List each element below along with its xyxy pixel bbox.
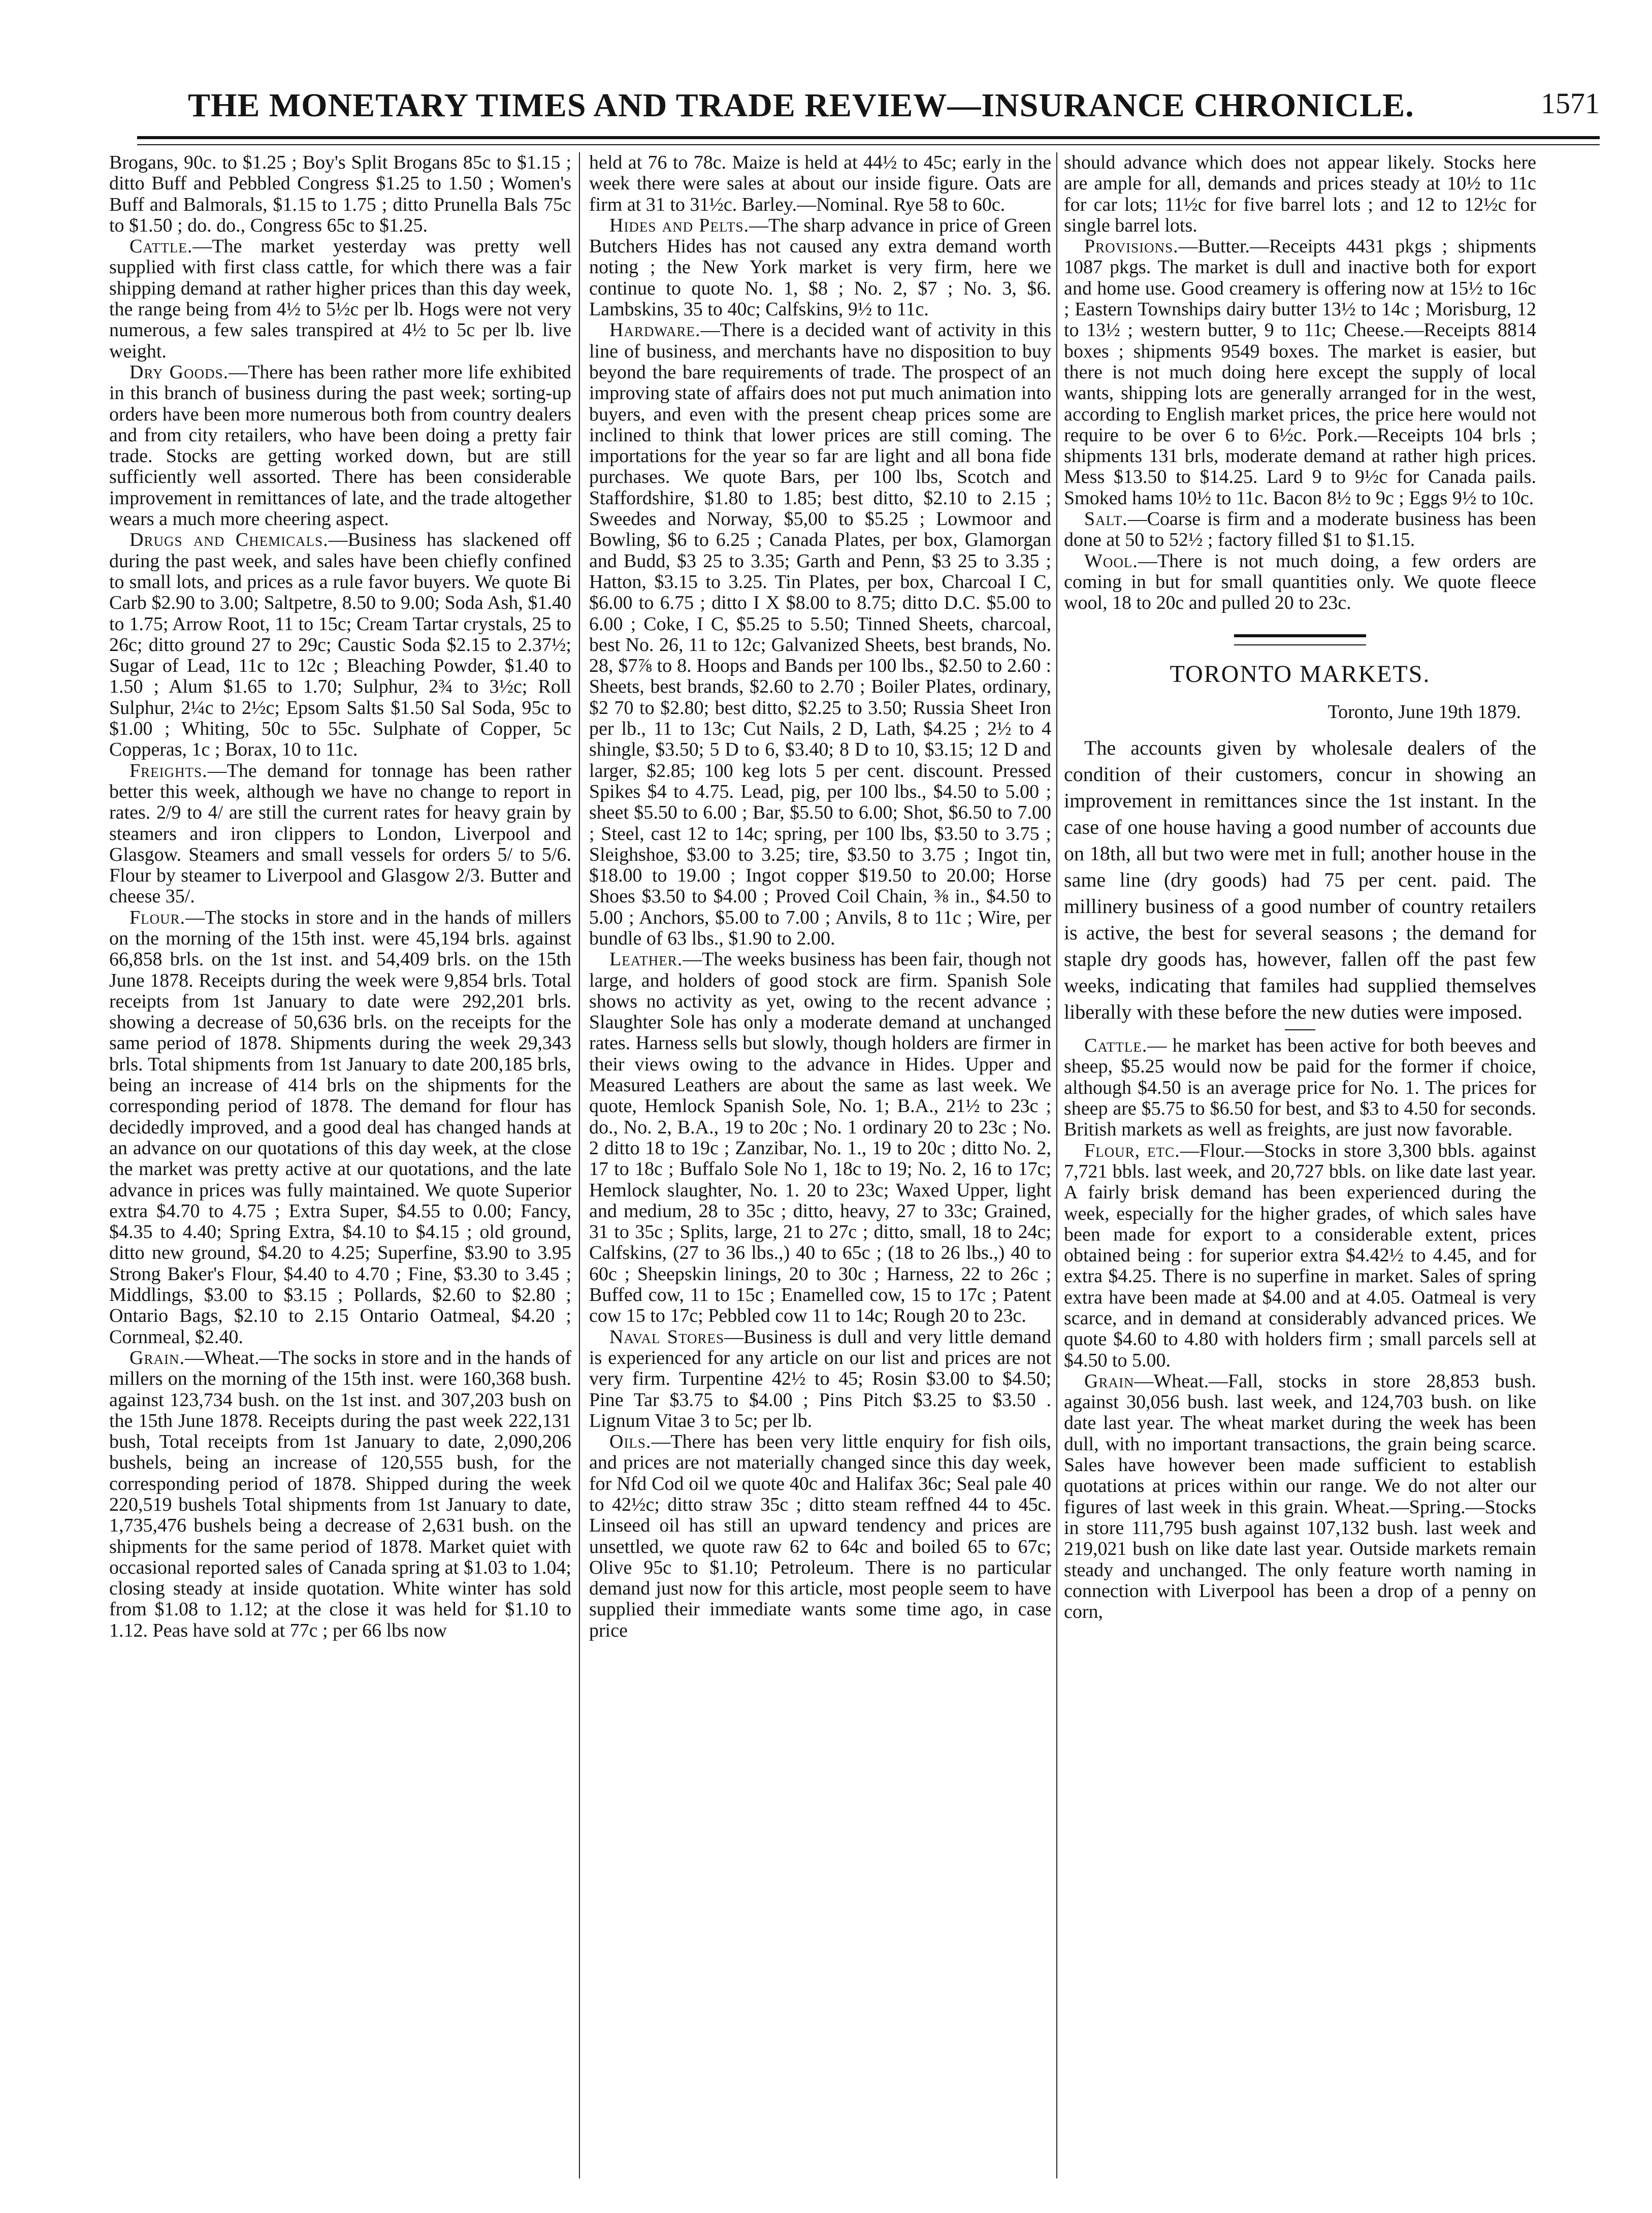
paragraph-freights xyxy=(109,761,571,907)
section-heading: Grain. xyxy=(129,1347,185,1369)
paragraph-text: —Business is dull and very little demand is experienced for any article on our list and prices are not very firm. Turpentine 42½ to 45; Rosin $3.00 to $4.50; Pine Tar $3.75 to $4.00 ; Pins Pitch $3.25 to $3.50 . Lignum Vitae 3 to 5c; per lb. xyxy=(589,1326,1051,1431)
paragraph-text: —Wheat.—The socks in store and in the hands of millers on the morning of the 15th inst. were 160,368 bush. against 123,734 bush. on the 1st inst. and 307,203 bush on the 15th June 1878. Receipts during the past week 222,131 bush, Total receipts from 1st January to date, 2,090,206 bushels, being an increase of 120,555 bush, for the corresponding period of 1878. Shipped during the week 220,519 bushels Total shipments from 1st January to date, 1,735,476 bushels being a decrease of 2,631 bush. on the shipments for the same period of 1878. Market quiet with occasional reported sales of Canada spring at $1.03 to 1.04; closing steady at inside quotation. White winter has sold from $1.08 to 1.12; at the close it was held for $1.10 to 1.12. Peas have sold at 77c ; per 66 lbs now xyxy=(109,1347,571,1641)
paragraph-dry-goods xyxy=(109,362,571,530)
section-divider-rule xyxy=(1234,634,1366,645)
paragraph-text: —There has been rather more life exhibited in this branch of business during the past week; sorting-up orders have been more numerous both from country dealers and from city retailers, who have been doing a pretty fair trade. Stocks are getting worked down, but are still sufficiently well assorted. There has been considerable improvement in remittances of late, and the trade altogether wears a much more cheering aspect. xyxy=(109,361,571,530)
paragraph-drugs xyxy=(109,530,571,760)
section-heading: Provisions. xyxy=(1084,236,1179,257)
paragraph-toronto-intro: The accounts given by wholesale dealers of the condition of their customers, concur in showing an improvement in remittances since the 1st instant. In the case of one house having a good number of accounts due on 18th, all but two were met in full; another house in the same line (dry goods) had 75 per cent. paid. The millinery business of a good number of country retailers is active, the best for several seasons ; the demand for staple dry goods has, however, fallen off the past few weeks, indicating that familes had supplied themselves liberally with these before the new duties were imposed. xyxy=(1064,736,1536,1024)
section-heading: Salt. xyxy=(1084,508,1128,530)
column-divider xyxy=(1056,152,1057,2178)
paragraph-boots: Brogans, 90c. to $1.25 ; Boy's Split Brogans 85c to $1.15 ; ditto Buff and Pebbled Congress $1.25 to 1.50 ; Women's Buff and Balmorals, $1.15 to 1.75 ; ditto Prunella Bals 75c to $1.50 ; do. do., Congress 65c to $1.25. xyxy=(109,152,571,236)
paragraph-text: —Coarse is firm and a moderate business has been done at 50 to 52½ ; factory filled $1 to $1.15. xyxy=(1064,508,1536,551)
paragraph-grain-cont: held at 76 to 78c. Maize is held at 44½ to 45c; early in the week there were sales at about our inside figure. Oats are firm at 31 to 31½c. Barley.—Nominal. Rye 58 to 60c. xyxy=(589,152,1051,215)
section-heading: Hides and Pelts. xyxy=(609,214,749,236)
section-heading: Cattle. xyxy=(129,236,193,257)
paragraph-leather xyxy=(589,949,1051,1326)
paragraph-hides xyxy=(589,215,1051,320)
paragraph-text: —The sharp advance in price of Green Butchers Hides has not caused any extra demand worth noting ; the New York market is very firm, here we continue to quote No. 1, $8 ; No. 2, $7 ; No. 3, $6. Lambskins, 35 to 40c; Calfskins, 9½ to 11c. xyxy=(589,214,1051,320)
paragraph-text: —Wheat.—Fall, stocks in store 28,853 bush. against 30,056 bush. last week, and 124,703 bush. on like date last year. The wheat market during the week has been dull, with no important transactions, the grain being scarce. Sales have however been made sufficient to establish quotations at prices within our range. We do not alter our figures of last week in this grain. Wheat.—Spring.—Stocks in store 111,795 bush against 107,132 bush. last week and 219,021 bush on like date last year. Outside markets remain steady and unchanged. The only feature worth naming in connection with Liverpool has been a drop of a penny on corn, xyxy=(1064,1370,1536,1623)
column-left xyxy=(109,152,571,2178)
paragraph-toronto-flour xyxy=(1064,1141,1536,1371)
paragraph-text: — he market has been active for both beeves and sheep, $5.25 would now be paid for the former if choice, although $4.50 is an average price for No. 1. The prices for sheep are $5.75 to $6.50 for best, and $3 to 4.50 for seconds. British markets as well as freights, are just now favorable. xyxy=(1064,1035,1536,1141)
paragraph-text: —Business has slackened off during the past week, and sales have been chiefly confined to small lots, and prices as a rule favor buyers. We quote Bi Carb $2.90 to 3.00; Saltpetre, 8.50 to 9.00; Soda Ash, $1.40 to 1.75; Arrow Root, 11 to 15c; Cream Tartar crystals, 25 to 26c; ditto ground 27 to 29c; Caustic Soda $2.15 to 2.37½; Sugar of Lead, 11c to 12c ; Bleaching Powder, $1.40 to 1.50 ; Alum $1.65 to 1.70; Sulphur, 2¾ to 3½c; Roll Sulphur, 2¼c to 2½c; Epsom Salts $1.50 Sal Soda, 95c to $1.00 ; Whiting, 50c to 55c. Sulphate of Copper, 5c Copperas, 1c ; Borax, 10 to 11c. xyxy=(109,529,571,761)
paragraph-toronto-grain xyxy=(1064,1371,1536,1623)
paragraph-text: —There has been very little enquiry for fish oils, and prices are not materially changed since this day week, for Nfd Cod oil we quote 40c and Halifax 36c; Seal pale 40 to 42½c; ditto straw 35c ; ditto steam reffned 44 to 45c. Linseed oil has still an upward tendency and prices are unsettled, we quote raw 62 to 64c and boiled 65 to 67c; Olive 95c to $1.10; Petroleum. There is no particular demand just now for this article, most people seem to have supplied their immediate wants some time ago, in case price xyxy=(589,1431,1051,1641)
paragraph-text: —Flour.—Stocks in store 3,300 bbls. against 7,721 bbls. last week, and 20,727 bbls. on like date last year. A fairly brisk demand has been experienced during the week, especially for the higher grades, of which sales have been made for export to a considerable extent, prices obtained being : for superior extra $4.42½ to 4.45, and for extra $4.25. There is no superfine in market. Sales of spring extra have been made at $4.00 and at 4.05. Oatmeal is very scarce, and in demand at considerably advanced prices. We quote $4.60 to 4.80 with holders firm ; small parcels sell at $4.50 to 5.00. xyxy=(1064,1140,1536,1371)
column-divider xyxy=(579,152,580,2178)
paragraph-flour xyxy=(109,907,571,1348)
section-heading: Freights. xyxy=(129,760,208,782)
page-title: THE MONETARY TIMES AND TRADE REVIEW—INSURANCE CHRONICLE. xyxy=(188,87,1414,124)
section-heading: Dry Goods. xyxy=(129,361,229,383)
paragraph-oils xyxy=(589,1431,1051,1641)
paragraph-text: —The market yesterday was pretty well supplied with first class cattle, for which there was a fair shipping demand at rather higher prices than this day week, the range being from 4½ to 5½c per lb. Hogs were not very numerous, a few sales transpired at 4½ to 5c per lb. live weight. xyxy=(109,236,571,362)
section-heading: Drugs and Chemicals. xyxy=(129,529,329,551)
paragraph-text: —There is a decided want of activity in this line of business, and merchants have no disposition to buy beyond the bare requirements of trade. The prospect of an improving state of affairs does not put much animation into buyers, and even with the present cheap prices some are inclined to think that lower prices are still coming. The importations for the year so far are light and all bona fide purchases. We quote Bars, per 100 lbs, Scotch and Staffordshire, $1.80 to 1.85; best ditto, $2.10 to 2.15 ; Sweedes and Norway, $5,00 to $5.25 ; Lowmoor and Bowling, $6 to 6.25 ; Canada Plates, per box, Glamorgan and Budd, $3 25 to 3.35; Garth and Penn, $3 25 to 3.35 ; Hatton, $3.15 to 3.25. Tin Plates, per box, Charcoal I C, $6.00 to 6.75 ; ditto I X $8.00 to 8.75; ditto D.C. $5.00 to 6.00 ; Coke, I C, $5.25 to 5.50; Tinned Sheets, charcoal, best No. 26, 11 to 12c; Galvanized Sheets, best brands, No. 28, $7⅞ to 8. Hoops and Bands per 100 lbs., $2.50 to 2.60 : Sheets, best brands, $2.60 to 2.70 ; Boiler Plates, ordinary, $2 70 to $2.80; best ditto, $2.25 to 3.50; Russia Sheet Iron per lb., 11 to 13c; Cut Nails, 2 D, Lath, $4.25 ; 2½ to 4 shingle, $3.50; 5 D to 6, $3.40; 8 D to 10, $3.15; 12 D and larger, $2.85; 100 keg lots 5 per cent. discount. Pressed Spikes $4 to 4.75. Lead, pig, per 100 lbs., $4.50 to 5.00 ; sheet $5.50 to 6.00 ; Bar, $5.50 to 6.00; Shot, $6.50 to 7.00 ; Steel, cast 12 to 14c; spring, per 100 lbs, $3.50 to 3.75 ; Sleighshoe, $3.00 to 3.25; tire, $3.50 to 3.75 ; Ingot tin, $18.00 to 19.00 ; Ingot copper $19.50 to 20.00; Horse Shoes $3.50 to $4.00 ; Proved Coil Chain, ⅜ in., $4.50 to 5.00 ; Anchors, $5.00 to 7.00 ; Anvils, 8 to 11c ; Wire, per bundle of 63 lbs., $1.90 to 2.00. xyxy=(589,319,1051,949)
paragraph-grain xyxy=(109,1348,571,1641)
short-divider-rule xyxy=(1285,1029,1315,1030)
header-rule-thick xyxy=(137,136,1600,139)
paragraph-provisions xyxy=(1064,236,1536,509)
section-heading: Oils. xyxy=(609,1431,652,1453)
toronto-dateline: Toronto, June 19th 1879. xyxy=(1327,701,1521,723)
paragraph-wool xyxy=(1064,551,1536,614)
paragraph-text: —There is not much doing, a few orders are coming in but for small quantities only. We quote fleece wool, 18 to 20c and pulled 20 to 23c. xyxy=(1064,550,1536,614)
paragraph-oils-cont: should advance which does not appear likely. Stocks here are ample for all, demands and prices steady at 10½ to 11c for car lots; 11½c for five barrel lots ; and 12 to 12½c for single barrel lots. xyxy=(1064,152,1536,236)
section-heading: Flour. xyxy=(129,906,186,928)
paragraph-naval-stores xyxy=(589,1327,1051,1431)
header-rule-thin xyxy=(137,144,1600,145)
section-heading: Grain xyxy=(1084,1370,1135,1392)
paragraph-text: —Butter.—Receipts 4431 pkgs ; shipments 1087 pkgs. The market is dull and inactive both for export and home use. Good creamery is offering now at 15½ to 16c ; Eastern Townships dairy butter 13½ to 14c ; Morisburg, 12 to 13½ ; western butter, 9 to 11c; Cheese.—Receipts 8814 boxes ; shipments 9549 boxes. The market is easier, but there is not much doing here except the supply of local wants, shipping lots are generally arranged for in the west, according to English market prices, the price here would not require to be over 6 to 6½c. Pork.—Receipts 104 brls ; shipments 131 brls, moderate demand at rather high prices. Mess $13.50 to $14.25. Lard 9 to 9½c for Canada pails. Smoked hams 10½ to 11c. Bacon 8½ to 9c ; Eggs 9½ to 10c. xyxy=(1064,236,1536,509)
paragraph-cattle xyxy=(109,236,571,362)
section-heading: Wool. xyxy=(1084,550,1138,572)
paragraph-toronto-cattle xyxy=(1064,1035,1536,1140)
column-right xyxy=(1064,152,1536,2178)
paragraph-text: —The demand for tonnage has been rather better this week, although we have no change to report in rates. 2/9 to 4/ are still the current rates for heavy grain by steamers and iron clippers to London, Liverpool and Glasgow. Steamers and small vessels for orders 5/ to 5/6. Flour by steamer to Liverpool and Glasgow 2/3. Butter and cheese 35/. xyxy=(109,760,571,907)
paragraph-salt xyxy=(1064,509,1536,551)
paragraph-text: —The weeks business has been fair, though not large, and holders of good stock are firm. Spanish Sole shows no activity as yet, owing to the recent advance ; Slaughter Sole has only a moderate demand at unchanged rates. Harness sells but slowly, though holders are firmer in their views owing to the advance in Hides. Upper and Measured Leathers are about the same as last week. We quote, Hemlock Spanish Sole, No. 1; B.A., 21½ to 23c ; do., No. 2, B.A., 19 to 20c ; No. 1 ordinary 20 to 23c ; No. 2 ditto 18 to 19c ; Zanzibar, No. 1., 19 to 20c ; ditto No. 2, 17 to 18c ; Buffalo Sole No 1, 18c to 19; No. 2, 16 to 17c; Hemlock slaughter, No. 1. 20 to 23c; Waxed Upper, light and medium, 28 to 35c ; ditto, heavy, 27 to 33c; Grained, 31 to 35c ; Splits, large, 21 to 27c ; ditto, small, 18 to 24c; Calfskins, (27 to 36 lbs.,) 40 to 65c ; (18 to 26 lbs.,) 40 to 60c ; Sheepskin linings, 20 to 30c ; Harness, 22 to 26c ; Buffed cow, 11 to 15c ; Enamelled cow, 15 to 17c ; Patent cow 15 to 17c; Pebbled cow 11 to 14c; Rough 20 to 23c. xyxy=(589,949,1051,1327)
section-heading: Naval Stores xyxy=(609,1326,724,1348)
section-heading: Flour, etc. xyxy=(1084,1140,1180,1161)
paragraph-text: —The stocks in store and in the hands of millers on the morning of the 15th inst. were 45,194 brls. against 66,858 brls. on the 1st inst. and 54,409 brls. on the 15th June 1878. Receipts during the week were 9,854 brls. Total receipts from 1st January to date were 292,201 brls. showing a decrease of 50,636 brls. on the receipts for the same period of 1878. Shipments during the week 29,343 brls. Total shipments from 1st January to date 200,185 brls, being an increase of 414 brls on the shipments for the corresponding period of 1878. The demand for flour has decidedly improved, and a good deal has changed hands at an advance on our quotations of this day week, at the close the market was pretty active at our quotations, and the late advance in prices was fully maintained. We quote Superior extra $4.70 to 4.75 ; Extra Super, $4.55 to 0.00; Fancy, $4.35 to 4.40; Spring Extra, $4.10 to $4.15 ; old ground, ditto new ground, $4.20 to 4.25; Superfine, $3.90 to 3.95 Strong Baker's Flour, $4.40 to 4.70 ; Fine, $3.30 to 3.45 ; Middlings, $3.00 to $3.15 ; Pollards, $2.60 to $2.80 ; Ontario Bags, $2.10 to 2.15 Ontario Oatmeal, $4.20 ; Cornmeal, $2.40. xyxy=(109,906,571,1348)
page-header xyxy=(137,79,1600,135)
column-middle xyxy=(589,152,1051,2178)
section-heading: Hardware. xyxy=(609,319,701,341)
paragraph-hardware xyxy=(589,320,1051,949)
toronto-markets-title: TORONTO MARKETS. xyxy=(1170,660,1431,688)
page-number: 1571 xyxy=(1541,87,1600,120)
section-heading: Cattle. xyxy=(1084,1035,1148,1057)
section-heading: Leather. xyxy=(609,949,683,970)
